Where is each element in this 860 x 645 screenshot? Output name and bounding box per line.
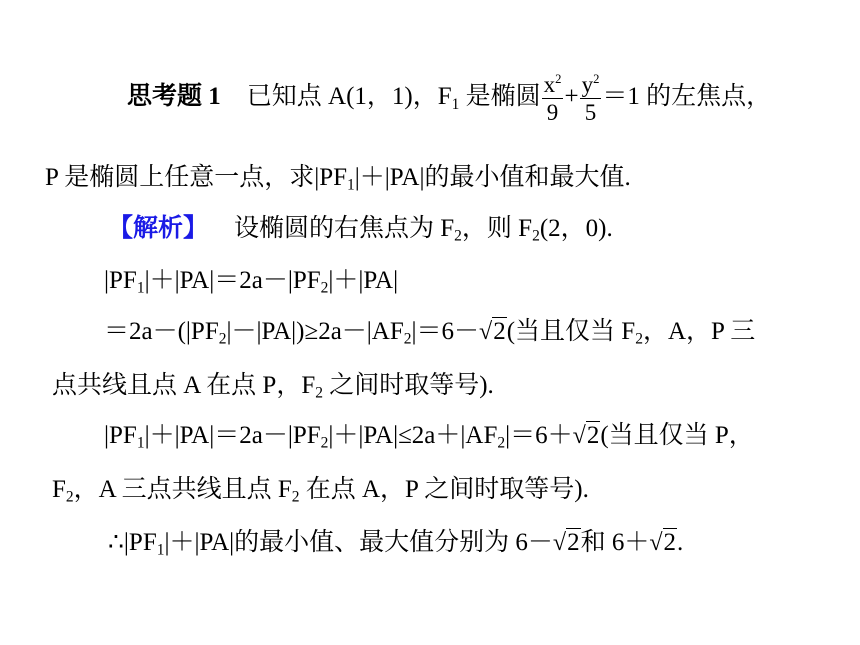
solution-line-2: $|PF_1|+|PA|=2a-|PF_2|+|PA|$ — [104, 267, 399, 297]
problem-line-1 — [127, 73, 771, 124]
solution-line-3: $=2a-(|PF_2|-|PA|)\ge 2a-|AF_2|=6-√2$(当且仅当 $F_2$，A，P 三 — [104, 318, 756, 348]
fraction-y2-over-5: $\frac{y^2}{5}$ — [581, 72, 600, 125]
solution-line-1: 【解析】 设椭圆的右焦点为 $F_2$，则 $F_2(2$，0). — [108, 215, 613, 245]
sqrt-2-result-min: √2 — [552, 529, 580, 556]
sqrt-2-result-max: √2 — [649, 529, 677, 556]
solution-line-7: $\therefore|PF_1|+|PA|$的最小值、最大值分别为 6－√2和 6＋√2. — [108, 529, 684, 559]
problem-equals-tail: ＝1 的左焦点， — [602, 83, 772, 111]
solution-tag: 【解析】 — [108, 215, 209, 242]
problem-middle: 是椭圆 — [459, 83, 541, 111]
fraction-x2-over-9: $\frac{x^2}{9}$ — [543, 72, 562, 125]
solution-line-4: 点共线且点 A 在点 P，$F_2$ 之间时取等号). — [52, 372, 494, 402]
plus-sign: + — [564, 83, 579, 111]
sqrt-2-max: √2 — [572, 422, 600, 449]
solution-line-5: $|PF_1|+|PA|=2a-|PF_2|+|PA|\le 2a+|AF_2|=6+√2$(当且仅当 P， — [104, 422, 754, 452]
f1-subscript: 1 — [451, 95, 460, 113]
problem-intro: 已知点 A(1，1)，F — [246, 83, 452, 111]
problem-line-2: P 是椭圆上任意一点，求$|PF_1|+|PA|$的最小值和最大值. — [45, 164, 631, 194]
solution-line-6: $F_2$，A 三点共线且点 $F_2$ 在点 A，P 之间时取等号). — [52, 476, 589, 506]
problem-label: 思考题 1 — [127, 83, 221, 111]
sqrt-2-min: √2 — [479, 318, 506, 345]
